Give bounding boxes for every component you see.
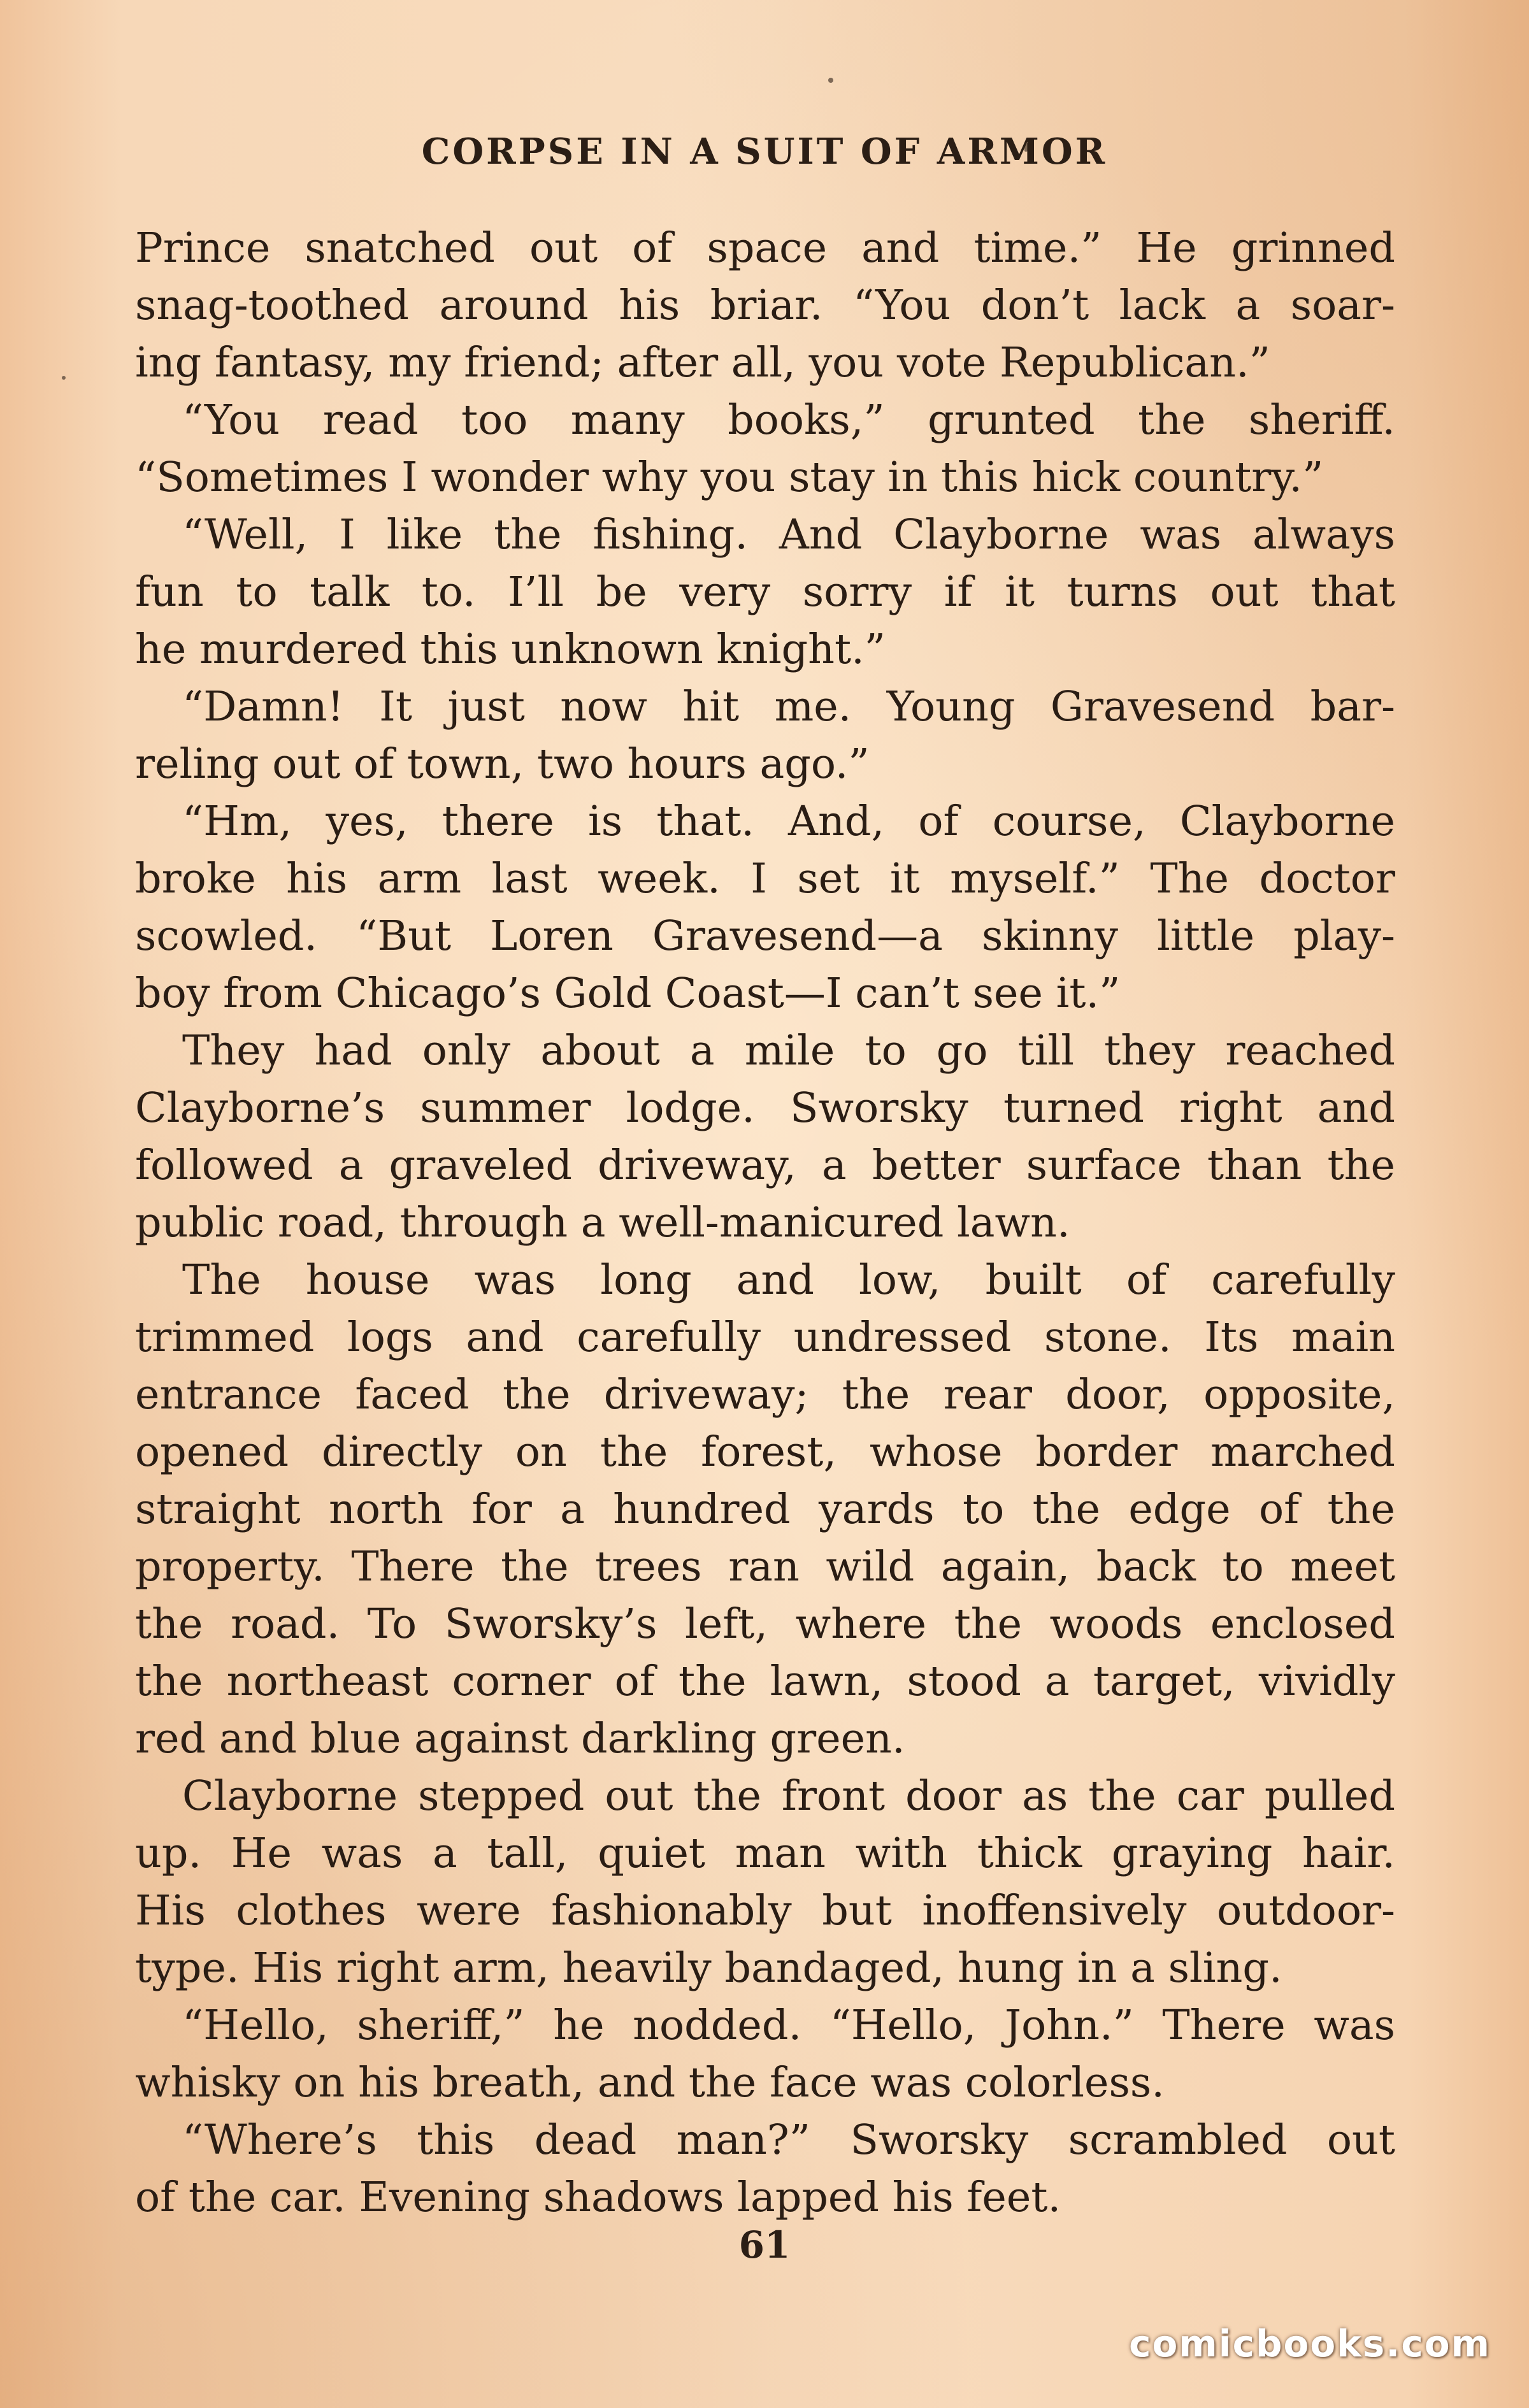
text-line: the northeast corner of the lawn, stood a target, vividly: [135, 1658, 1395, 1705]
text-line: opened directly on the forest, whose border marched: [135, 1428, 1395, 1476]
site-watermark: comicbooks.com: [1129, 2322, 1491, 2365]
text-line: up. He was a tall, quiet man with thick graying hair.: [135, 1830, 1395, 1877]
text-line: boy from Chicago’s Gold Coast—I can’t see it.”: [135, 970, 1121, 1017]
text-line: They had only about a mile to go till they reached: [182, 1027, 1395, 1075]
running-head: CORPSE IN A SUIT OF ARMOR: [421, 131, 1108, 173]
text-line: “Damn! It just now hit me. Young Gravesend bar-: [182, 683, 1395, 731]
body-text: [135, 220, 1395, 2226]
text-line: “Hm, yes, there is that. And, of course, Clayborne: [182, 798, 1395, 845]
text-line: followed a graveled driveway, a better surface than the: [135, 1142, 1395, 1189]
ink-speck: [828, 78, 833, 83]
text-line: Clayborne stepped out the front door as the car pulled: [182, 1772, 1395, 1820]
text-line: The house was long and low, built of carefully: [182, 1256, 1395, 1304]
text-line: whisky on his breath, and the face was colorless.: [135, 2059, 1165, 2107]
text-line: straight north for a hundred yards to the edge of the: [135, 1486, 1395, 1533]
text-line: “Well, I like the fishing. And Clayborne was always: [182, 511, 1395, 559]
text-line: Prince snatched out of space and time.” He grinned: [135, 224, 1395, 272]
text-line: broke his arm last week. I set it myself.” The doctor: [135, 855, 1395, 903]
text-line: ing fantasy, my friend; after all, you vote Republican.”: [135, 339, 1270, 387]
text-line: “Where’s this dead man?” Sworsky scrambled out: [182, 2116, 1395, 2164]
ink-speck: [62, 376, 66, 380]
text-line: red and blue against darkling green.: [135, 1715, 905, 1763]
text-line: His clothes were fashionably but inoffensively outdoor-: [135, 1887, 1395, 1935]
text-line: “You read too many books,” grunted the sheriff.: [182, 396, 1395, 444]
text-line: “Sometimes I wonder why you stay in this hick country.”: [135, 454, 1324, 501]
text-line: “Hello, sheriff,” he nodded. “Hello, John.” There was: [182, 2002, 1395, 2049]
text-line: trimmed logs and carefully undressed stone. Its main: [135, 1314, 1395, 1361]
text-line: public road, through a well-manicured lawn.: [135, 1199, 1070, 1247]
text-line: entrance faced the driveway; the rear door, opposite,: [135, 1371, 1395, 1419]
text-line: he murdered this unknown knight.”: [135, 626, 886, 673]
text-line: scowled. “But Loren Gravesend—a skinny little play-: [135, 912, 1395, 960]
text-line: reling out of town, two hours ago.”: [135, 740, 870, 788]
text-line: Clayborne’s summer lodge. Sworsky turned right and: [135, 1084, 1395, 1132]
text-line: fun to talk to. I’ll be very sorry if it turns out that: [135, 568, 1395, 616]
text-line: of the car. Evening shadows lapped his feet.: [135, 2174, 1061, 2221]
page-number: 61: [738, 2223, 791, 2267]
text-line: snag-toothed around his briar. “You don’t lack a soar-: [135, 282, 1395, 329]
text-line: the road. To Sworsky’s left, where the woods enclosed: [135, 1600, 1395, 1648]
text-line: type. His right arm, heavily bandaged, hung in a sling.: [135, 1944, 1282, 1992]
text-line: property. There the trees ran wild again, back to meet: [135, 1543, 1395, 1591]
